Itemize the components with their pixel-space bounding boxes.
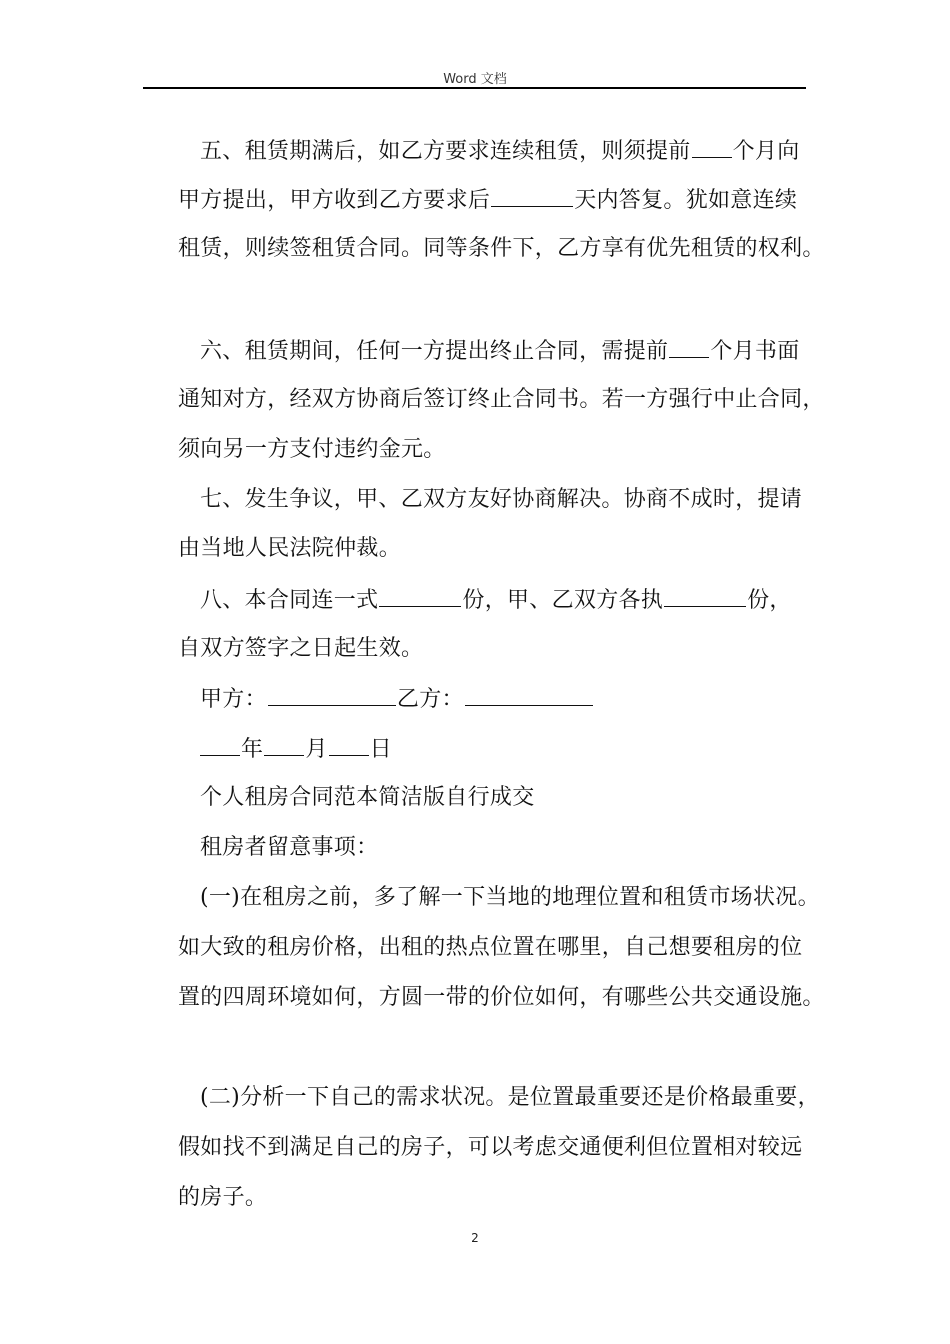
month-blank[interactable] xyxy=(264,735,304,756)
clause-8-line-1 xyxy=(200,586,792,614)
notes-heading: 租房者留意事项： xyxy=(200,835,379,860)
day-label: 日 xyxy=(369,737,392,762)
clause-5-text-b: 个月向 xyxy=(732,139,800,164)
party-a-label: 甲方： xyxy=(200,687,267,712)
clause-8-text-c: 份， xyxy=(747,588,792,613)
header-rule xyxy=(143,87,806,89)
clause-5-text-d: 天内答复。犹如意连续 xyxy=(574,188,798,213)
clause-6-text-b: 个月书面 xyxy=(710,339,800,364)
month-label: 月 xyxy=(305,737,328,762)
clause-8-line-2: 自双方签字之日起生效。 xyxy=(178,636,424,661)
blank-copies-total[interactable] xyxy=(379,586,461,607)
note-2-line-3: 的房子。 xyxy=(178,1185,268,1210)
note-1-line-2: 如大致的租房价格，出租的热点位置在哪里，自己想要租房的位 xyxy=(178,935,803,960)
day-blank[interactable] xyxy=(329,735,369,756)
year-blank[interactable] xyxy=(200,735,240,756)
page-number: 2 xyxy=(471,1231,479,1245)
note-1-line-3: 置的四周环境如何，方圆一带的价位如何，有哪些公共交通设施。 xyxy=(178,985,825,1010)
clause-5-line-1 xyxy=(200,137,800,165)
clause-5-line-3: 租赁，则续签租赁合同。同等条件下，乙方享有优先租赁的权利。 xyxy=(178,236,825,261)
clause-8-text-b: 份，甲、乙双方各执 xyxy=(462,588,664,613)
party-b-label: 乙方： xyxy=(396,687,464,712)
party-a-blank[interactable] xyxy=(268,685,396,706)
party-b-blank[interactable] xyxy=(465,685,593,706)
blank-copies-each[interactable] xyxy=(664,586,746,607)
signature-line xyxy=(200,685,594,713)
year-label: 年 xyxy=(241,737,264,762)
clause-5-line-2 xyxy=(178,186,797,214)
clause-5-text-a: 五、租赁期满后，如乙方要求连续租赁，则须提前 xyxy=(200,139,691,164)
clause-5-text-c: 甲方提出，甲方收到乙方要求后 xyxy=(178,188,491,213)
clause-6-text-a: 六、租赁期间，任何一方提出终止合同，需提前 xyxy=(200,339,669,364)
clause-7-line-2: 由当地人民法院仲裁。 xyxy=(178,536,402,561)
blank-reply-days[interactable] xyxy=(491,186,573,207)
clause-6-line-1 xyxy=(200,337,800,365)
page-header: Word 文档 xyxy=(443,72,507,87)
blank-months-renewal[interactable] xyxy=(692,137,732,158)
blank-months-termination[interactable] xyxy=(669,337,709,358)
section-title: 个人租房合同范本简洁版自行成交 xyxy=(200,785,535,810)
clause-8-text-a: 八、本合同连一式 xyxy=(200,588,379,613)
note-2-line-1: (二)分析一下自己的需求状况。是位置最重要还是价格最重要， xyxy=(200,1085,820,1110)
clause-6-line-2: 通知对方，经双方协商后签订终止合同书。若一方强行中止合同， xyxy=(178,387,825,412)
clause-7-line-1: 七、发生争议，甲、乙双方友好协商解决。协商不成时，提请 xyxy=(200,487,803,512)
date-line xyxy=(200,735,392,763)
clause-6-line-3: 须向另一方支付违约金元。 xyxy=(178,437,446,462)
note-1-line-1: (一)在租房之前，多了解一下当地的地理位置和租赁市场状况。 xyxy=(200,885,820,910)
note-2-line-2: 假如找不到满足自己的房子，可以考虑交通便利但位置相对较远 xyxy=(178,1135,803,1160)
